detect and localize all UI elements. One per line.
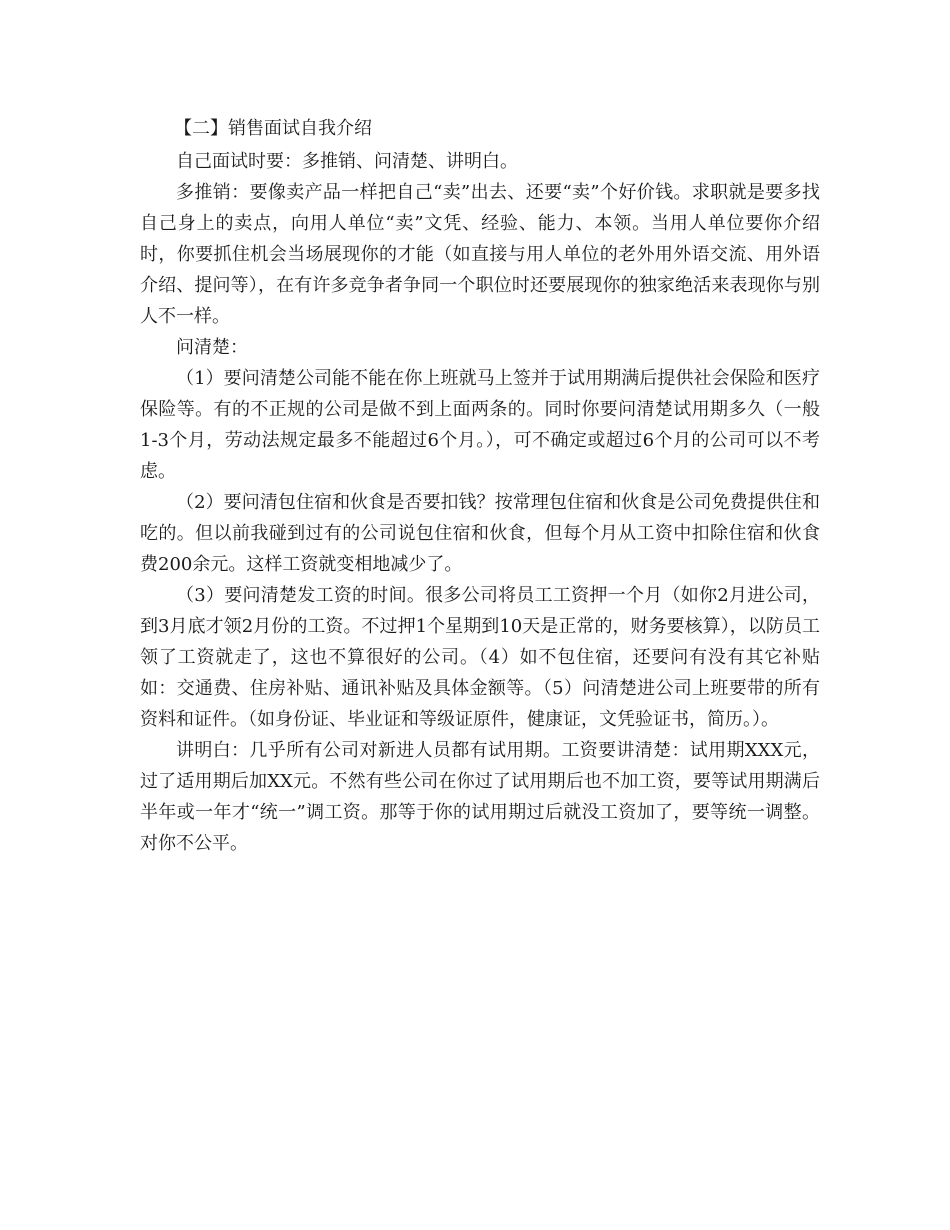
document-page — [140, 112, 820, 859]
paragraph-promote: 多推销：要像卖产品一样把自己“卖”出去、还要“卖”个好价钱。求职就是要多找自己身上的卖点，向用人单位“卖”文凭、经验、能力、本领。当用人单位要你介绍时，你要抓住机会当场展现你的才能（如直接与用人单位的老外用外语交流、用外语介绍、提问等），在有许多竞争者争同一个职位时还要展现你的独家绝活来表现你与别人不一样。 — [140, 182, 820, 327]
paragraph-ask-2: （2）要问清包住宿和伙食是否要扣钱？按常理包住宿和伙食是公司免费提供住和吃的。但以前我碰到过有的公司说包住宿和伙食，但每个月从工资中扣除住宿和伙食费200余元。这样工资就变相地减少了。 — [140, 492, 820, 575]
paragraph-ask-heading: 问清楚： — [176, 337, 248, 358]
paragraph-ask-1: （1）要问清楚公司能不能在你上班就马上签并于试用期满后提供社会保险和医疗保险等。有的不正规的公司是做不到上面两条的。同时你要问清楚试用期多久（一般1-3个月，劳动法规定最多不能超过6个月。），可不确定或超过6个月的公司可以不考虑。 — [140, 368, 820, 482]
paragraph-explain: 讲明白：几乎所有公司对新进人员都有试用期。工资要讲清楚：试用期XXX元，过了适用期后加XX元。不然有些公司在你过了试用期后也不加工资，要等试用期满后半年或一年才“统一”调工资。那等于你的试用期过后就没工资加了，要等统一调整。对你不公平。 — [140, 740, 820, 854]
paragraph-ask-3-5: （3）要问清楚发工资的时间。很多公司将员工工资押一个月（如你2月进公司，到3月底才领2月份的工资。不过押1个星期到10天是正常的，财务要核算），以防员工领了工资就走了，这也不算很好的公司。（4）如不包住宿，还要问有没有其它补贴如：交通费、住房补贴、通讯补贴及具体金额等。（5）问清楚进公司上班要带的所有资料和证件。（如身份证、毕业证和等级证原件，健康证，文凭验证书，简历。）。 — [140, 585, 820, 730]
section-heading: 【二】销售面试自我介绍 — [174, 118, 372, 139]
paragraph-intro: 自己面试时要：多推销、问清楚、讲明白。 — [176, 151, 518, 172]
